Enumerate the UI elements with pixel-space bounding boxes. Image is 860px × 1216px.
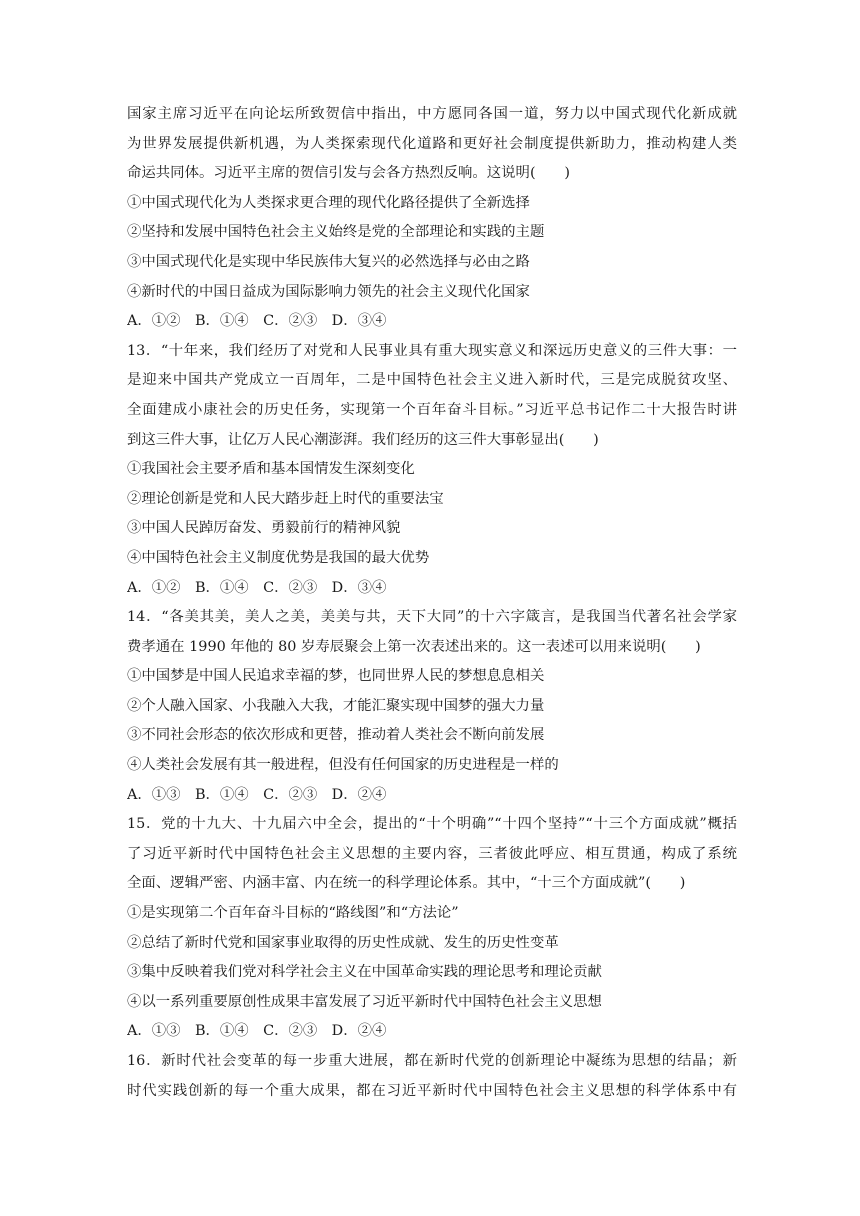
option-statement: ③集中反映着我们党对科学社会主义在中国革命实践的理论思考和理论贡献 — [127, 964, 602, 981]
option-statement: ④新时代的中国日益成为国际影响力领先的社会主义现代化国家 — [127, 283, 530, 300]
document-page — [127, 100, 737, 1106]
question-stem-line: 14．“各美其美，美人之美，美美与共，天下大同”的十六字箴言，是我国当代著名社会学家 — [127, 609, 737, 626]
question-stem-line: 15．党的十九大、十九届六中全会，提出的“十个明确”“十四个坚持”“十三个方面成就”概括 — [127, 816, 737, 833]
question-stem-line: 到这三件大事，让亿万人民心潮澎湃。我们经历的这三件大事彰显出( ) — [127, 431, 599, 448]
option-statement: ③中国式现代化是实现中华民族伟大复兴的必然选择与必由之路 — [127, 253, 530, 270]
option-statement: ③不同社会形态的依次形成和更替，推动着人类社会不断向前发展 — [127, 727, 545, 744]
question-15 — [127, 810, 737, 1047]
question-stem-line: 了习近平新时代中国特色社会主义思想的主要内容，三者彼此呼应、相互贯通，构成了系统 — [127, 845, 737, 862]
question-stem-line: 为世界发展提供新机遇，为人类探索现代化道路和更好社会制度提供新助力，推动构建人类 — [127, 135, 737, 152]
question-stem-line: 时代实践创新的每一个重大成果，都在习近平新时代中国特色社会主义思想的科学体系中有 — [127, 1082, 737, 1099]
option-statement: ②总结了新时代党和国家事业取得的历史性成就、发生的历史性变革 — [127, 934, 559, 951]
option-statement: ④中国特色社会主义制度优势是我国的最大优势 — [127, 549, 430, 566]
question-stem-line: 全面建成小康社会的历史任务，实现第一个百年奋斗目标。”习近平总书记作二十大报告时讲 — [127, 401, 737, 418]
option-statement: ①中国式现代化为人类探求更合理的现代化路径提供了全新选择 — [127, 194, 530, 211]
option-statement: ②个人融入国家、小我融入大我，才能汇聚实现中国梦的强大力量 — [127, 697, 545, 714]
option-statement: ①中国梦是中国人民追求幸福的梦，也同世界人民的梦想息息相关 — [127, 668, 545, 685]
question-stem-line: 命运共同体。习近平主席的贺信引发与会各方热烈反响。这说明( ) — [127, 165, 570, 182]
question-stem-line: 费孝通在 1990 年他的 80 岁寿辰聚会上第一次表述出来的。这一表述可以用来说明( ) — [127, 638, 701, 655]
option-statement: ②坚持和发展中国特色社会主义始终是党的全部理论和实践的主题 — [127, 224, 545, 241]
question-stem-line: 是迎来中国共产党成立一百周年，二是中国特色社会主义进入新时代，三是完成脱贫攻坚、 — [127, 372, 737, 389]
option-statement: ①是实现第二个百年奋斗目标的“路线图”和“方法论” — [127, 905, 459, 922]
option-statement: ①我国社会主要矛盾和基本国情发生深刻变化 — [127, 461, 415, 478]
answer-choices: A．①② B．①④ C．②③ D．③④ — [127, 579, 387, 596]
answer-choices: A．①③ B．①④ C．②③ D．②④ — [127, 1023, 387, 1040]
question-13 — [127, 337, 737, 603]
option-statement: ④人类社会发展有其一般进程，但没有任何国家的历史进程是一样的 — [127, 757, 559, 774]
question-16 — [127, 1047, 737, 1106]
option-statement: ④以一系列重要原创性成果丰富发展了习近平新时代中国特色社会主义思想 — [127, 993, 602, 1010]
question-stem-line: 13．“十年来，我们经历了对党和人民事业具有重大现实意义和深远历史意义的三件大事：一 — [127, 342, 737, 359]
question-stem-line: 全面、逻辑严密、内涵丰富、内在统一的科学理论体系。其中，“十三个方面成就”( ) — [127, 875, 686, 892]
answer-choices: A．①② B．①④ C．②③ D．③④ — [127, 313, 387, 330]
question-14 — [127, 603, 737, 810]
question-12 — [127, 100, 737, 337]
question-stem-line: 16．新时代社会变革的每一步重大进展，都在新时代党的创新理论中凝练为思想的结晶；新 — [127, 1053, 737, 1069]
option-statement: ③中国人民踔厉奋发、勇毅前行的精神风貌 — [127, 520, 401, 537]
question-stem-line: 国家主席习近平在向论坛所致贺信中指出，中方愿同各国一道，努力以中国式现代化新成就 — [127, 106, 737, 122]
option-statement: ②理论创新是党和人民大踏步赶上时代的重要法宝 — [127, 490, 444, 507]
answer-choices: A．①③ B．①④ C．②③ D．②④ — [127, 786, 387, 803]
